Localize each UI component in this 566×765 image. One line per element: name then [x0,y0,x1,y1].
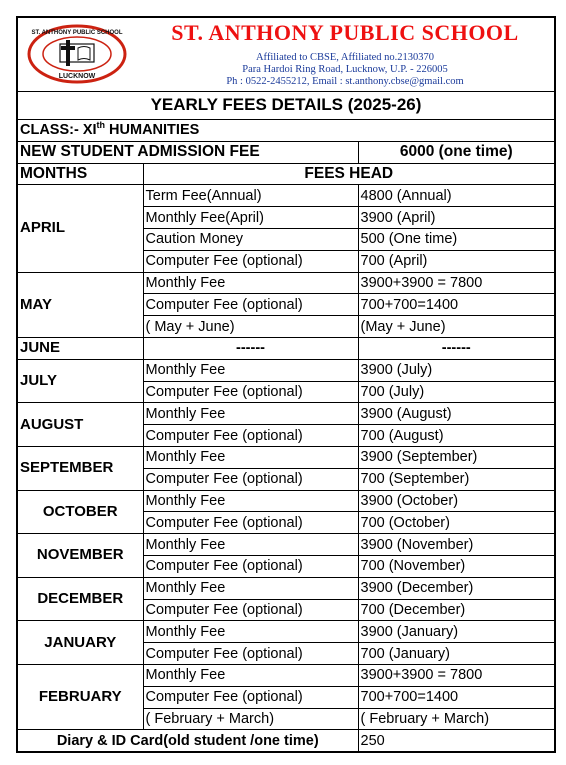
fee-row [18,534,554,556]
months-header: MONTHS [18,163,143,185]
fee-head-cell: Computer Fee (optional) [143,599,358,621]
fee-amount-cell: 700+700=1400 [358,294,554,316]
fee-amount-cell: 700 (November) [358,555,554,577]
fee-head-cell: Computer Fee (optional) [143,381,358,403]
fee-head-cell: Computer Fee (optional) [143,250,358,272]
fee-head-cell: ( February + March) [143,708,358,730]
fee-row [18,446,554,468]
logo-text-bottom: LUCKNOW [58,73,96,80]
fee-amount-cell: 3900 (April) [358,207,554,229]
fee-amount-cell: 700 (January) [358,643,554,665]
fee-amount-cell: 4800 (Annual) [358,185,554,207]
fee-amount-cell: 3900 (July) [358,359,554,381]
fee-head-cell: Computer Fee (optional) [143,643,358,665]
school-name: ST. ANTHONY PUBLIC SCHOOL [171,20,519,45]
fee-amount-cell: 3900 (November) [358,534,554,556]
admission-row [18,141,554,163]
fees-head-header: FEES HEAD [143,163,554,185]
fee-head-cell: Term Fee(Annual) [143,185,358,207]
fee-head-cell: Monthly Fee [143,621,358,643]
fee-amount-cell: 500 (One time) [358,228,554,250]
fee-head-cell: Monthly Fee [143,490,358,512]
school-contact: Ph : 0522-2455212, Email : st.anthony.cbse@gmail.com [226,76,464,87]
fees-table [18,91,554,752]
fee-head-cell: Monthly Fee(April) [143,207,358,229]
fee-head-cell: Monthly Fee [143,446,358,468]
fee-head-cell: Monthly Fee [143,534,358,556]
admission-value: 6000 (one time) [358,141,554,163]
diary-row [18,730,554,752]
fee-amount-cell: 3900+3900 = 7800 [358,664,554,686]
fee-head-cell: ------ [143,337,358,359]
fee-head-cell: Monthly Fee [143,664,358,686]
diary-label: Diary & ID Card(old student /one time) [18,730,358,752]
fee-amount-cell: 700 (April) [358,250,554,272]
month-cell: NOVEMBER [18,534,143,578]
fee-row [18,403,554,425]
header-row [18,163,554,185]
month-cell: DECEMBER [18,577,143,621]
fee-amount-cell: ( February + March) [358,708,554,730]
fee-amount-cell: 3900 (December) [358,577,554,599]
fee-row [18,359,554,381]
fee-row [18,621,554,643]
fee-amount-cell: 700 (December) [358,599,554,621]
fee-amount-cell: 700 (October) [358,512,554,534]
fee-row [18,272,554,294]
admission-label: NEW STUDENT ADMISSION FEE [18,141,358,163]
fee-amount-cell: 3900 (August) [358,403,554,425]
fee-amount-cell: 3900 (October) [358,490,554,512]
school-logo [26,24,128,84]
fee-amount-cell: 3900 (September) [358,446,554,468]
month-cell: JULY [18,359,143,403]
logo-text-top: ST. ANTHONY PUBLIC SCHOOL [31,30,123,36]
fee-amount-cell: 700 (August) [358,425,554,447]
fee-head-cell: Computer Fee (optional) [143,512,358,534]
class-label [18,120,554,142]
month-cell: MAY [18,272,143,337]
fee-head-cell: Monthly Fee [143,272,358,294]
fee-head-cell: Monthly Fee [143,359,358,381]
school-header [18,18,554,92]
title-row [18,91,554,120]
school-address: Para Hardoi Ring Road, Lucknow, U.P. - 226005 [242,64,448,75]
page-title: YEARLY FEES DETAILS (2025-26) [18,91,554,120]
fee-row [18,490,554,512]
fee-head-cell: ( May + June) [143,316,358,338]
fee-amount-cell: 3900 (January) [358,621,554,643]
fee-amount-cell: 700 (July) [358,381,554,403]
fee-head-cell: Computer Fee (optional) [143,294,358,316]
class-prefix: CLASS:- XI [20,122,97,139]
fee-head-cell: Computer Fee (optional) [143,425,358,447]
month-cell: APRIL [18,185,143,272]
fee-amount-cell: 700 (September) [358,468,554,490]
fee-head-cell: Computer Fee (optional) [143,555,358,577]
fee-amount-cell: 700+700=1400 [358,686,554,708]
month-cell: JUNE [18,337,143,359]
fee-head-cell: Computer Fee (optional) [143,468,358,490]
fee-sheet [16,16,556,753]
fee-amount-cell: 3900+3900 = 7800 [358,272,554,294]
fee-head-cell: Computer Fee (optional) [143,686,358,708]
month-cell: OCTOBER [18,490,143,534]
fee-row [18,577,554,599]
fee-row [18,185,554,207]
school-affiliation: Affiliated to CBSE, Affiliated no.2130370 [255,52,435,63]
fee-row [18,664,554,686]
class-row [18,120,554,142]
month-cell: FEBRUARY [18,664,143,729]
diary-value: 250 [358,730,554,752]
class-suffix: HUMANITIES [105,122,200,139]
fee-head-cell: Caution Money [143,228,358,250]
fee-head-cell: Monthly Fee [143,577,358,599]
fee-head-cell: Monthly Fee [143,403,358,425]
class-sup: th [96,120,106,131]
month-cell: SEPTEMBER [18,446,143,490]
fee-row [18,337,554,359]
fee-amount-cell: ------ [358,337,554,359]
month-cell: JANUARY [18,621,143,665]
fee-amount-cell: (May + June) [358,316,554,338]
month-cell: AUGUST [18,403,143,447]
